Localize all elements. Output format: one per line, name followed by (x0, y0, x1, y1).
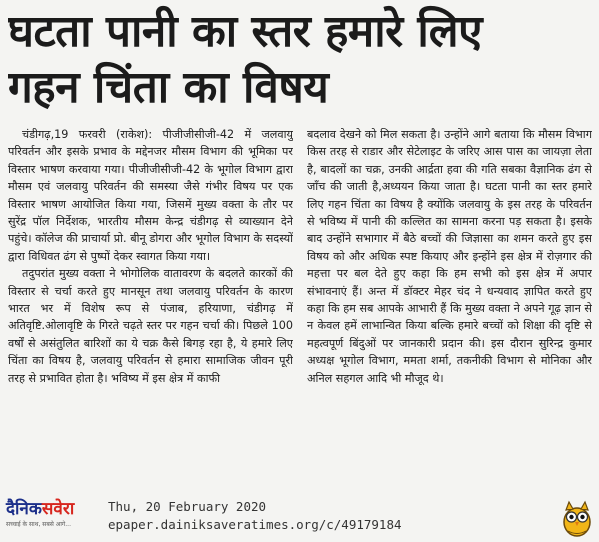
logo-text-dainik: दैनिक (6, 499, 42, 519)
headline (8, 4, 592, 116)
article-column-2 (307, 126, 592, 489)
article-paragraph: बदलाव देखने को मिल सकता है। उन्होंने आगे बताया कि मौसम विभाग किस तरह से राडार और सेटेलाइट के जरिए आस पास का जायज़ा लेता है, बादलों का चक्र, उनकी आर्द्रता हवा की गति सबका वैज्ञानिक ढंग से जाँच की जाती है,अध्ययन किया जाता है। घटता पानी का स्तर हमारे लिए गहन चिंता का विषय है क्योंकि जलवायु के इस तरह के परिवर्तन से भविष्य में पानी की कल्लित का सामना करना पड़ सकता है। इसके बाद उन्होंने सभागार में बैठे बच्चों की जिज्ञासा का शमन करते हुए इस विषय को और अधिक स्पष्ट कियाए और इन्होंने इस क्षेत्र में रोज़गार की महत्ता पर बल देते हुए कहा कि हम सभी को इस क्षेत्र में अपार संभावनाएं हैं। अन्त में डॉक्टर मेहर चंद ने धन्यवाद ज्ञापित करते हुए कहा कि हम सब आपके आभारी हैं कि मुख्य वक्ता ने अपने गूढ़ ज्ञान से न केवल हमें लाभान्वित किया बल्कि हमारे बच्चों को शिक्षा की दृष्टि से महत्वपूर्ण बिंदुओं पर जानकारी प्रदान की। इस दौरान सुरिन्द्र कुमार अध्यक्ष भूगोल विभाग, ममता शर्मा, तकनीकी विभाग से मोनिका और अनिल सहगल आदि भी मौजूद थे। (307, 128, 592, 385)
headline-line-1: घटता पानी का स्तर हमारे लिए (8, 6, 482, 57)
article-body (8, 126, 592, 489)
newspaper-logo[interactable] (6, 498, 102, 534)
article-column-1 (8, 126, 293, 489)
logo-tagline: सच्चाई के साथ, सबसे आगे... (6, 521, 71, 528)
owl-mascot-icon (560, 498, 594, 538)
publication-date: Thu, 20 February 2020 (108, 499, 267, 514)
article-paragraph: तदुपरांत मुख्य वक्ता ने भोगोलिक वातावरण के बदलते कारकों की विस्तार से चर्चा करते हुए मानसून तथा जलवायु परिवर्तन के कारण भारत भर में विशेष रूप से पंजाब, हरियाणा, चंडीगढ़ में अतिवृष्टि.ओलावृष्टि के गिरते चढ़ते स्तर पर गहन चर्चा की। पिछले 100 वर्षों से असंतुलित बारिशों का ये चक्र कैसे बिगड़ रहा है, ये हमारे लिए चिंता का विषय है, जलवायु परिवर्तन से हमारा सामाजिक जीवन पूरी तरह से प्रभावित होता है। भविष्य में इस क्षेत्र में काफी (8, 267, 293, 385)
epaper-url[interactable]: epaper.dainiksaveratimes.org/c/49179184 (108, 517, 402, 532)
epaper-meta (108, 498, 402, 534)
epaper-footer (0, 492, 599, 542)
article-paragraph: चंडीगढ़,19 फरवरी (राकेश): पीजीजीसीजी-42 में जलवायु परिवर्तन और इसके प्रभाव के मद्देनजर मौसम विभाग की भूमिका पर विस्तार भाषण करवाया गया। पीजीजीसीजी-42 के भूगोल विभाग द्वारा मौसम एवं जलवायु परिवर्तन की समस्या जैसे गंभीर विषय पर एक विस्तार भाषण आयोजित किया गया, जिसमें मुख्य वक्ता के तौर पर सुरेंद्र पॉल निर्देशक, भारतीय मौसम केन्द्र चंडीगढ़ से व्याख्यान देने पहुंचे। कॉलेज की प्राचार्या प्रो. बीनू डोगरा और भूगोल विभाग के सदस्यों द्वारा विधिवत ढंग से पुष्पों देकर स्वागत किया गया। (8, 128, 293, 263)
logo-text-savera: सवेरा (41, 499, 75, 519)
headline-line-2: गहन चिंता का विषय (8, 62, 329, 113)
